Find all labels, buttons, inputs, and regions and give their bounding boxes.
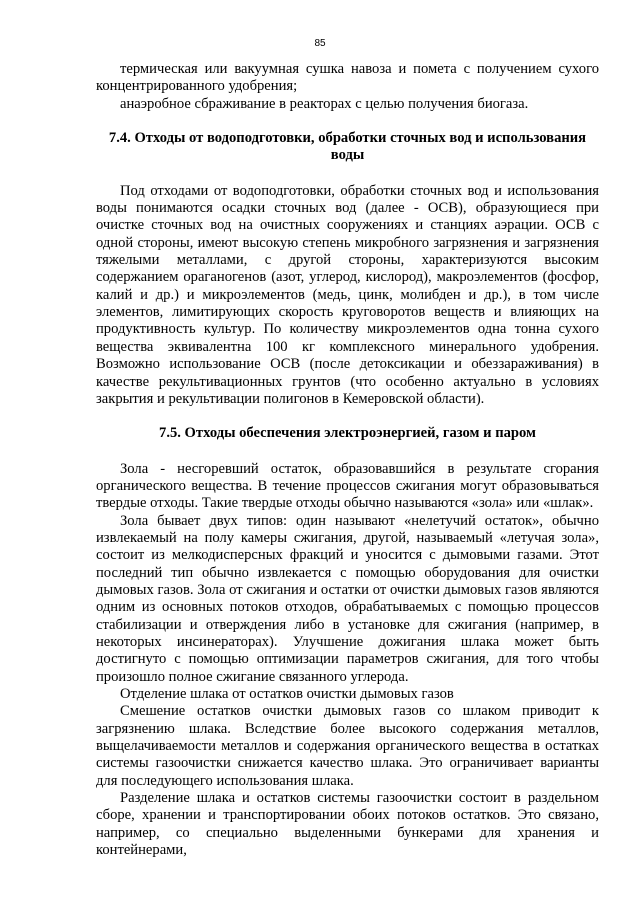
paragraph: Отделение шлака от остатков очистки дымовых газов [120,686,454,702]
paragraph: Под отходами от водоподготовки, обработки сточных вод и использования воды понимаются осадки сточных вод (далее - ОСВ), образующиеся при очистке сточных вод на очистных сооружениях и станциях аэрации. ОСВ с одной стороны, имеют высокую степень микробного загрязнения и загрязнения тяжелыми металлами, с другой стороны, характеризуются высоким содержанием ораганогенов (азот, углерод, кислород), макроэлементов (фосфор, калий и др.) и микроэлементов (медь, цинк, молибден и др.), в том числе элементов, лимитирующих скорость круговоротов веществ и влияющих на продуктивность культур. По количеству микроэлементов одна тонна сухого вещества эквивалентна 100 кг комплексного минерального удобрения. Возможно использование ОСВ (после детоксикации и обеззараживания) в качестве рекультивационных грунтов (что особенно актуально в условиях закрытия и рекультивации полигонов в Кемеровской области). [96,182,599,407]
spacer [96,113,599,130]
spacer [96,165,599,183]
paragraph: анаэробное сбраживание в реакторах с целью получения биогаза. [120,95,529,112]
section-heading: 7.5. Отходы обеспечения электроэнергией, газом и паром [159,425,536,442]
spacer [96,443,599,461]
section-heading: 7.4. Отходы от водоподготовки, обработки сточных вод и использования воды [108,130,587,164]
paragraph: Зола бывает двух типов: один называют «нелетучий остаток», обычно извлекаемый на полу камеры сжигания, другой, называемый «летучая зола», состоит из мелкодисперсных фракций и уносится с дымовыми газами. Этот последний тип обычно извлекается с помощью оборудования для очистки дымовых газов. Зола от сжигания и остатки от очистки дымовых газов являются одним из основных потоков отходов, обрабатываемых с помощью процессов стабилизации и отверждения либо в установке для сжигания (например, в некоторых инсинераторах). Улучшение дожигания шлака может быть достигнуто с помощью оптимизации параметров сжигания, для того чтобы произошло полное сжигание связанного углерода. [96,512,599,685]
page-number: 85 [314,38,326,49]
paragraph: термическая или вакуумная сушка навоза и помета с получением сухого концентрированного удобрения; [96,61,599,95]
paragraph: Разделение шлака и остатков системы газоочистки состоит в раздельном сборе, хранении и транспортировании обоих потоков остатков. Это связано, например, со специально выделенными бункерами для хранения и контейнерами, [96,790,599,859]
paragraph: Зола - несгоревший остаток, образовавшийся в результате сгорания органического вещества. В течение процессов сжигания могут образовываться твердые отходы. Такие твердые отходы обычно называются «зола» или «шлак». [96,460,599,512]
document-body [96,61,599,859]
spacer [96,408,599,425]
paragraph: Смешение остатков очистки дымовых газов со шлаком приводит к загрязнению шлака. Вследствие более высокого содержания металлов, выщелачиваемости металлов и содержания органического вещества в остатках системы газоочистки снижается качество шлака. Это ограничивает варианты для последующего использования шлака. [96,703,599,789]
